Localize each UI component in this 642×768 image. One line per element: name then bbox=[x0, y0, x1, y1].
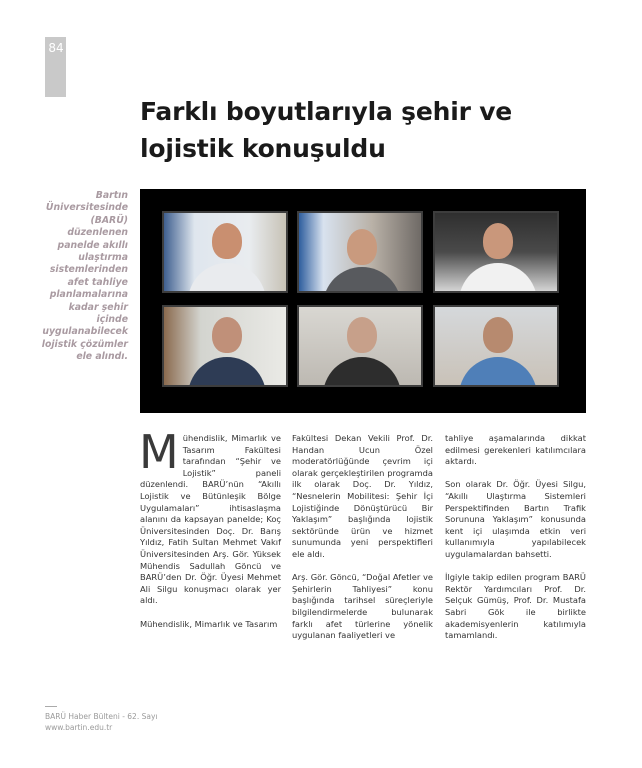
participant-tile bbox=[162, 305, 288, 387]
paragraph: Mühendislik, Mimarlık ve Tasarım bbox=[140, 618, 278, 629]
footer-website: www.bartin.edu.tr bbox=[45, 723, 113, 732]
paragraph: İlgiyle takip edilen program BARÜ Rektör Yardımcıları Prof. Dr. Selçuk Gümüş, Prof. Dr. Mustafa Sabri Gök ile birlikte akademisyenlerin katılımıyla tamamlandı. bbox=[445, 572, 586, 641]
paragraph: Son olarak Dr. Öğr. Üyesi Silgu, “Akıllı Ulaştırma Sistemleri Perspektifinden Bartın Trafik Sorununa Yaklaşım” konusunda kent içi ulaşımda etkin veri kullanımıyla yapılabilecek uygulamalardan bahsetti. bbox=[445, 479, 586, 559]
paragraph: tahliye aşamalarında dikkat edilmesi gerekenleri katılımcılara aktardı. bbox=[445, 433, 586, 467]
participant-tile bbox=[162, 211, 288, 293]
paragraph: Fakültesi Dekan Vekili Prof. Dr. Handan Ucun Özel moderatörlüğünde çevrim içi olarak gerçekleştirilen programda ilk olarak Doç. Dr. Yıldız, “Nesnelerin Mobilitesi: Şehir İçi Lojistiğinde Dönüştürücü Bir Yaklaşım” başlığında lojistik sektöründe ürün ve hizmet sunumunda yeni perspektifleri ele aldı. bbox=[292, 433, 433, 559]
paragraph: Mühendislik, Mimarlık ve Tasarım Fakültesi tarafından “Şehir ve Lojistik” paneli düzenlendi. BARÜ’nün “Akıllı Lojistik ve Bütünleşik Bölge Uygulamaları” ihtisaslaşma alanını da kapsayan panelde; Koç Üniversitesinden Doç. Dr. Barış Yıldız, Fatih Sultan Mehmet Vakıf Üniversitesinden Arş. Gör. Yüksek Mühendis Sadullah Göncü ve BARÜ’den Dr. Öğr. Üyesi Mehmet Ali Silgu konuşmacı olarak yer aldı. bbox=[139, 425, 281, 606]
footer-publication: BARÜ Haber Bülteni - 62. Sayı bbox=[45, 712, 158, 721]
participant-tile bbox=[297, 211, 423, 293]
footer-divider bbox=[45, 706, 57, 707]
article-title: Farklı boyutlarıyla şehir ve lojistik konuşuldu bbox=[140, 97, 513, 163]
page-number: 84 bbox=[48, 41, 64, 55]
video-conference-photo bbox=[140, 189, 586, 413]
photo-caption: Bartın Üniversitesinde (BARÜ) düzenlenen panelde akıllı ulaştırma sistemlerinden afet tahliye planlamalarına kadar şehir içinde uygulanabilecek lojistik çözümler ele alındı. bbox=[41, 190, 128, 363]
article-column-2 bbox=[292, 433, 433, 653]
participant-tile bbox=[433, 211, 559, 293]
participant-tile bbox=[297, 305, 423, 387]
article-column-3 bbox=[445, 433, 586, 653]
paragraph: Arş. Gör. Göncü, “Doğal Afetler ve Şehirlerin Tahliyesi” konu başlığında tarihsel süreçleriyle bilgilendirmelerde bulunarak farklı afet türlerine yönelik uygulanan faaliyetleri ve bbox=[292, 572, 433, 641]
article-column-1 bbox=[139, 425, 281, 642]
participant-tile bbox=[433, 305, 559, 387]
drop-cap: M bbox=[139, 425, 179, 479]
